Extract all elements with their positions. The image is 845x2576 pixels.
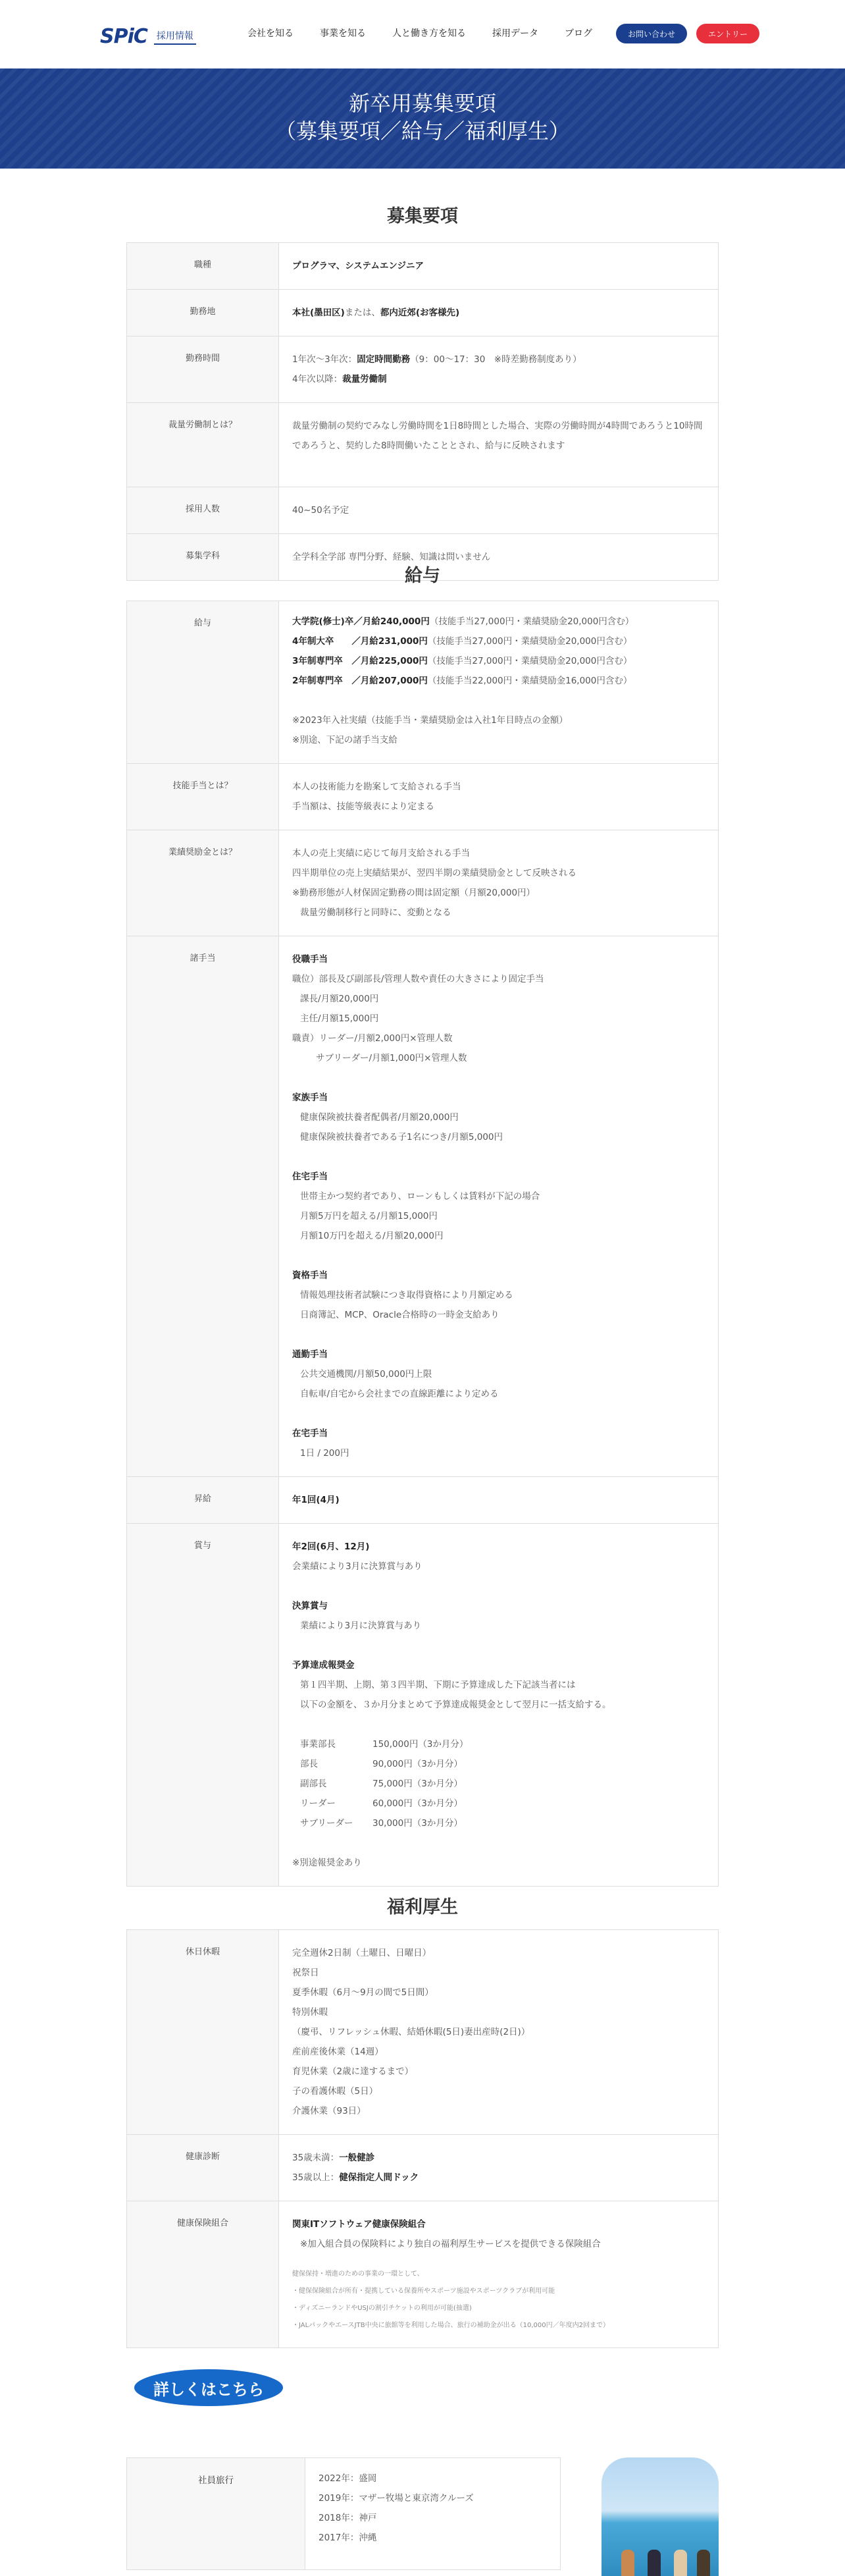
row-key: 賞与 — [127, 1524, 279, 1887]
bonus-heading: 決算賞与 — [292, 1601, 328, 1611]
target-row — [292, 1754, 705, 1774]
person-figure — [648, 2550, 661, 2576]
trip-line: 2018年：神戸 — [319, 2513, 377, 2523]
trip-line: 2022年：盛岡 — [319, 2473, 377, 2484]
bonus-line: 業績により3月に決算賞与あり — [300, 1621, 422, 1631]
row-key: 勤務時間 — [127, 336, 279, 403]
ins-small: ・ディズニーランドやUSJの割引チケットの利用が可能(抽選) — [292, 2305, 472, 2312]
allow-line: 公共交通機関/月額50,000円上限 — [300, 1369, 432, 1380]
ins-small: ・JALパックやエースJTB中央に旅館等を利用した場合、旅行の補助金が出る（10,000円／年度内2回まで） — [292, 2322, 609, 2329]
row-key: 社員旅行 — [127, 2458, 305, 2570]
pay-note2: ※別途、下記の諸手当支給 — [292, 735, 397, 745]
table-row — [127, 403, 719, 487]
row-key: 諸手当 — [127, 936, 279, 1477]
allow-line: 月額5万円を超える/月額15,000円 — [300, 1211, 438, 1221]
target-row — [292, 1813, 705, 1833]
row-key: 職種 — [127, 243, 279, 290]
row-value: 裁量労働制の契約でみなし労働時間を1日8時間とした場合、実際の労働時間が4時間であろうと10時間であろうと、契約した8時間働いたこととされ、給与に反映されます — [279, 403, 719, 487]
allow-heading: 住宅手当 — [292, 1171, 328, 1182]
row-key: 採用人数 — [127, 487, 279, 534]
allow-line: 職位）部長及び副部長/管理人数や責任の大きさにより固定手当 — [292, 974, 544, 984]
table-row — [127, 1477, 719, 1524]
skill-line: 手当額は、技能等級表により定まる — [292, 801, 434, 812]
ins-small: ・健保保険組合が所有・提携している保養所やスポーツ施設やスポーツクラブが利用可能 — [292, 2288, 555, 2295]
allow-line: 自転車/自宅から会社までの直線距離により定める — [300, 1389, 499, 1399]
row-key: 技能手当とは？ — [127, 764, 279, 830]
row-value — [279, 1524, 719, 1887]
welfare-table — [126, 1929, 719, 2348]
perf-line: 本人の売上実績に応じて毎月支給される手当 — [292, 848, 470, 859]
row-value — [279, 336, 719, 403]
target-amount: 150,000円（3か月分） — [372, 1739, 469, 1750]
target-role: 部長 — [300, 1759, 318, 1769]
health-a: 35歳未満： — [292, 2153, 340, 2163]
leave-line: 介護休業（93日） — [292, 2106, 366, 2116]
pay-row-b: （技能手当27,000円・業績奨励金20,000円含む） — [429, 616, 634, 627]
pay-row-a: 4年制大卒 ／月給231,000円 — [292, 636, 428, 647]
leave-line: 子の看護休暇（5日） — [292, 2086, 378, 2097]
trip-table — [126, 2457, 561, 2570]
hero-title-line2: （募集要項／給与／福利厚生） — [274, 119, 570, 144]
row-value — [305, 2458, 561, 2570]
bonus-heading: 予算達成報奨金 — [292, 1660, 355, 1671]
allow-line: サブリーダー/月額1,000円×管理人数 — [316, 1053, 467, 1063]
leave-line: 祝祭日 — [292, 1968, 319, 1978]
ins-line: ※加入組合員の保険料により独自の福利厚生サービスを提供できる保険組合 — [300, 2239, 601, 2249]
target-row — [292, 1794, 705, 1813]
allow-line: 情報処理技術者試験につき取得資格により月額定める — [300, 1290, 513, 1301]
recruit-table — [126, 242, 719, 581]
target-row — [292, 1734, 705, 1754]
loc-or: または、 — [344, 308, 380, 318]
row-value — [279, 830, 719, 936]
target-role: 副部長 — [300, 1779, 327, 1789]
bonus-line: 以下の金額を、３か月分まとめて予算達成報奨金として翌月に一括支給する。 — [300, 1700, 611, 1710]
allow-line: 職責）リーダー/月額2,000円×管理人数 — [292, 1033, 453, 1044]
perf-line: 裁量労働制移行と同時に、変動となる — [300, 907, 451, 918]
site-header — [0, 0, 845, 68]
table-row — [127, 1930, 719, 2135]
target-role: サブリーダー — [300, 1818, 353, 1829]
logo-mark: SPiC — [100, 25, 147, 48]
allow-line: 健康保険被扶養者である子1名につき/月額5,000円 — [300, 1132, 503, 1142]
target-amount: 60,000円（3か月分） — [372, 1798, 463, 1809]
contact-button[interactable]: お問い合わせ — [616, 24, 687, 43]
perf-line: 四半期単位の売上実績結果が、翌四半期の業績奨励金として反映される — [292, 868, 576, 878]
bonus-heading: 年2回(6月、12月) — [292, 1542, 370, 1552]
allow-line: 健康保険被扶養者配偶者/月額20,000円 — [300, 1112, 459, 1123]
row-value — [279, 1930, 719, 2135]
target-amount: 75,000円（3か月分） — [372, 1779, 463, 1789]
target-role: リーダー — [300, 1798, 336, 1809]
target-role: 事業部長 — [300, 1739, 336, 1750]
table-row — [127, 2201, 719, 2348]
row-key: 健康保険組合 — [127, 2201, 279, 2348]
hero-banner — [0, 68, 845, 169]
table-row — [127, 243, 719, 290]
table-row — [127, 601, 719, 764]
row-value: 全学科全学部 専門分野、経験、知識は問いません — [279, 534, 719, 581]
leave-line: 産前産後休業（14週） — [292, 2047, 384, 2057]
allow-line: 世帯主かつ契約者であり、ローンもしくは賃料が下記の場合 — [300, 1191, 540, 1202]
row-value — [279, 601, 719, 764]
section-title-welfare: 福利厚生 — [387, 1897, 458, 1918]
row-value — [279, 936, 719, 1477]
target-amount: 90,000円（3か月分） — [372, 1759, 463, 1769]
nav-company[interactable]: 会社を知る — [247, 28, 294, 39]
person-figure — [697, 2550, 710, 2576]
salary-table — [126, 601, 719, 1887]
section-title-salary: 給与 — [405, 566, 440, 586]
row-value — [279, 290, 719, 336]
row-value — [279, 2201, 719, 2348]
table-row — [127, 487, 719, 534]
health-a: 35歳以上： — [292, 2172, 340, 2183]
perf-line: ※勤務形態が人材保固定勤務の間は固定額（月額20,000円） — [292, 888, 536, 898]
row-key: 裁量労働制とは？ — [127, 403, 279, 487]
bonus-line: 会業績により3月に決算賞与あり — [292, 1561, 423, 1572]
nav-data[interactable]: 採用データ — [492, 28, 538, 39]
row-value — [279, 243, 719, 290]
pay-row-a: 2年制専門卒 ／月給207,000円 — [292, 676, 428, 686]
table-row — [127, 936, 719, 1477]
hours-l1a: 1年次〜3年次： — [292, 354, 357, 365]
pay-note1: ※2023年入社実績（技能手当・業績奨励金は入社1年目時点の金額） — [292, 715, 568, 726]
table-row — [127, 2458, 561, 2570]
nav-business[interactable]: 事業を知る — [320, 28, 366, 39]
leave-line: 夏季休暇（6月〜9月の間で5日間） — [292, 1987, 434, 1998]
allow-heading: 資格手当 — [292, 1270, 328, 1281]
table-row — [127, 1524, 719, 1887]
table-row — [127, 290, 719, 336]
row-key: 休日休暇 — [127, 1930, 279, 2135]
person-figure — [621, 2550, 634, 2576]
table-row — [127, 830, 719, 936]
leave-line: （慶弔、リフレッシュ休暇、結婚休暇(5日)妻出産時(2日)） — [292, 2027, 530, 2037]
hours-l2a: 4年次以降： — [292, 374, 343, 385]
leave-line: 特別休暇 — [292, 2007, 328, 2018]
allow-heading: 通勤手当 — [292, 1349, 328, 1360]
row-value: 40~50名予定 — [279, 487, 719, 534]
row-value — [279, 1477, 719, 1524]
trip-photo — [602, 2457, 719, 2576]
row-key: 募集学科 — [127, 534, 279, 581]
trip-line: 2019年：マザー牧場と東京湾クルーズ — [319, 2493, 474, 2504]
health-b: 健保指定人間ドック — [339, 2172, 419, 2183]
allow-heading: 在宅手当 — [292, 1428, 328, 1439]
table-row — [127, 764, 719, 830]
loc-b: 都内近郊(お客様先) — [380, 308, 460, 318]
allow-line: 月額10万円を超える/月額20,000円 — [300, 1231, 444, 1241]
row-value — [279, 2135, 719, 2201]
logo-tag: 採用情報 — [154, 29, 196, 45]
allow-line: 課長/月額20,000円 — [300, 994, 379, 1004]
target-row — [292, 1774, 705, 1794]
row-value — [279, 764, 719, 830]
health-b: 一般健診 — [339, 2153, 375, 2163]
job-value: プログラマ、システムエンジニア — [292, 261, 424, 271]
bonus-line: 第１四半期、上期、第３四半期、下期に予算達成した下記該当者には — [300, 1680, 576, 1690]
detail-button[interactable]: 詳しくはこちら — [134, 2369, 283, 2406]
row-key: 昇給 — [127, 1477, 279, 1524]
entry-button[interactable]: エントリー — [696, 24, 759, 43]
hours-l1c: （9：00〜17：30 ※時差勤務制度あり） — [410, 354, 582, 365]
ins-small: 健保保持・増進のための事業の一環として、 — [292, 2270, 424, 2278]
allow-line: 1日 / 200円 — [300, 1448, 349, 1459]
allow-heading: 家族手当 — [292, 1092, 328, 1103]
table-row — [127, 2135, 719, 2201]
hours-l2b: 裁量労働制 — [342, 374, 387, 385]
skill-line: 本人の技術能力を勘案して支給される手当 — [292, 782, 461, 792]
main-nav — [247, 26, 619, 40]
trip-line: 2017年：沖縄 — [319, 2533, 377, 2543]
loc-a: 本社(墨田区) — [292, 308, 345, 318]
pay-row-b: （技能手当27,000円・業績奨励金20,000円含む） — [427, 636, 632, 647]
section-title-recruit: 募集要項 — [387, 206, 458, 227]
row-key: 業績奨励金とは？ — [127, 830, 279, 936]
hours-l1b: 固定時間勤務 — [357, 354, 411, 365]
raise-value: 年1回(4月) — [292, 1495, 340, 1505]
nav-people[interactable]: 人と働き方を知る — [392, 28, 466, 39]
leave-line: 育児休業（2歳に達するまで） — [292, 2066, 414, 2077]
leave-line: 完全週休2日制（土曜日、日曜日） — [292, 1948, 432, 1958]
target-amount: 30,000円（3か月分） — [372, 1818, 463, 1829]
row-key: 健康診断 — [127, 2135, 279, 2201]
bonus-note: ※別途報奨金あり — [292, 1858, 362, 1868]
nav-blog[interactable]: ブログ — [565, 28, 592, 39]
pay-row-b: （技能手当22,000円・業績奨励金16,000円含む） — [427, 676, 632, 686]
allow-line: 日商簿記、MCP、Oracle合格時の一時金支給あり — [300, 1310, 499, 1320]
allow-heading: 役職手当 — [292, 954, 328, 965]
logo[interactable] — [100, 25, 196, 48]
table-row — [127, 336, 719, 403]
pay-row-b: （技能手当27,000円・業績奨励金20,000円含む） — [427, 656, 632, 666]
pay-row-a: 3年制専門卒 ／月給225,000円 — [292, 656, 428, 666]
hero-title-line1: 新卒用募集要項 — [348, 91, 496, 116]
allow-line: 主任/月額15,000円 — [300, 1013, 379, 1024]
ins-heading: 関東ITソフトウェア健康保険組合 — [292, 2219, 426, 2230]
person-figure — [674, 2550, 687, 2576]
row-key: 勤務地 — [127, 290, 279, 336]
pay-row-a: 大学院(修士)卒／月給240,000円 — [292, 616, 430, 627]
row-key: 給与 — [127, 601, 279, 764]
